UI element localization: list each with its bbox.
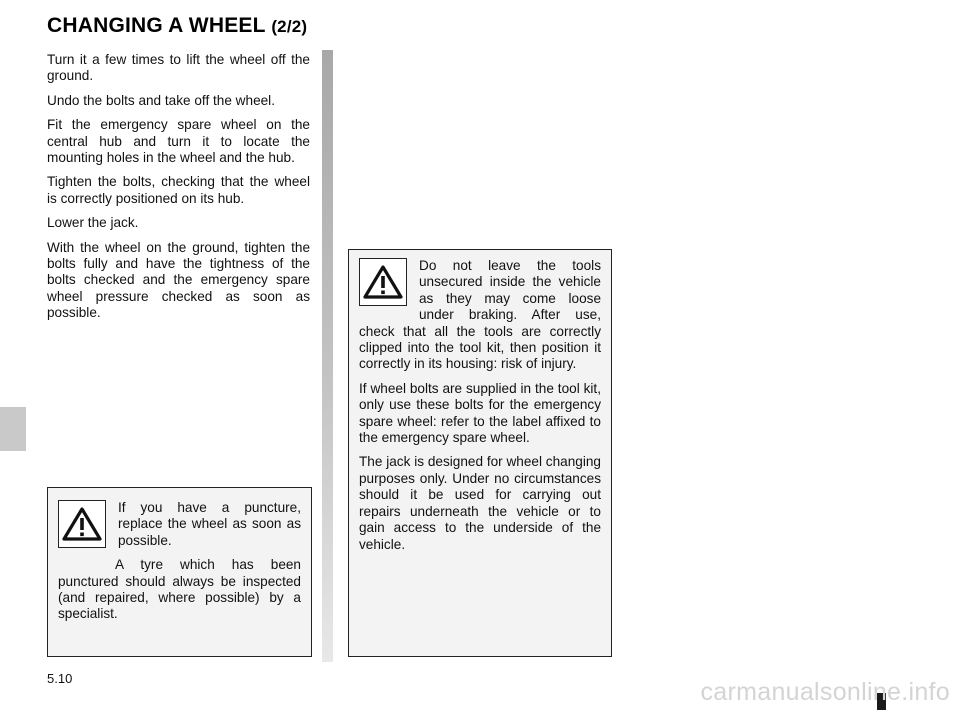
page-title (47, 14, 307, 38)
section-tab-marker (0, 407, 26, 451)
column-divider (322, 50, 333, 662)
instruction-paragraph: Tighten the bolts, checking that the wheel is correctly positioned on its hub. (47, 174, 310, 206)
warning-text: A tyre which has been punctured should always be inspected (and repaired, where possible) by a specialist. (58, 557, 301, 622)
puncture-warning-box (47, 487, 312, 657)
instruction-paragraph: Fit the emergency spare wheel on the central hub and turn it to locate the mounting holes in the wheel and the hub. (47, 117, 310, 166)
tools-warning-box (348, 249, 612, 657)
title-part-indicator: (2/2) (271, 17, 308, 36)
warning-triangle-icon (58, 500, 106, 548)
instruction-paragraph: Lower the jack. (47, 215, 139, 231)
title-text: CHANGING A WHEEL (47, 14, 266, 37)
instruction-paragraph: Turn it a few times to lift the wheel off the ground. (47, 52, 310, 84)
warning-text: If you have a puncture, replace the wheel as soon as possible. (118, 500, 301, 548)
instructions-column (47, 52, 310, 330)
warning-text: If wheel bolts are supplied in the tool kit, only use these bolts for the emergency spare wheel: refer to the label affixed to the emergency spare wheel. (359, 380, 601, 446)
warning-text: Do not leave the tools unsecured inside the vehicle as they may come loose under braking. After use, check that all the tools are correctly clipped into the tool kit, then position it correctly in its housing: risk of injury. (359, 258, 601, 372)
warning-triangle-icon (359, 258, 407, 306)
page-number: 5.10 (47, 671, 73, 686)
instruction-paragraph: With the wheel on the ground, tighten the bolts fully and have the tightness of the bolts checked and the emergency spare wheel pressure checked as soon as possible. (47, 239, 310, 321)
instruction-paragraph: Undo the bolts and take off the wheel. (47, 92, 275, 108)
warning-text: The jack is designed for wheel changing purposes only. Under no circumstances should it be used for carrying out repairs underneath the vehicle or to gain access to the underside of the vehicle. (359, 454, 601, 552)
watermark-text: carmanualsonline.info (700, 678, 950, 706)
